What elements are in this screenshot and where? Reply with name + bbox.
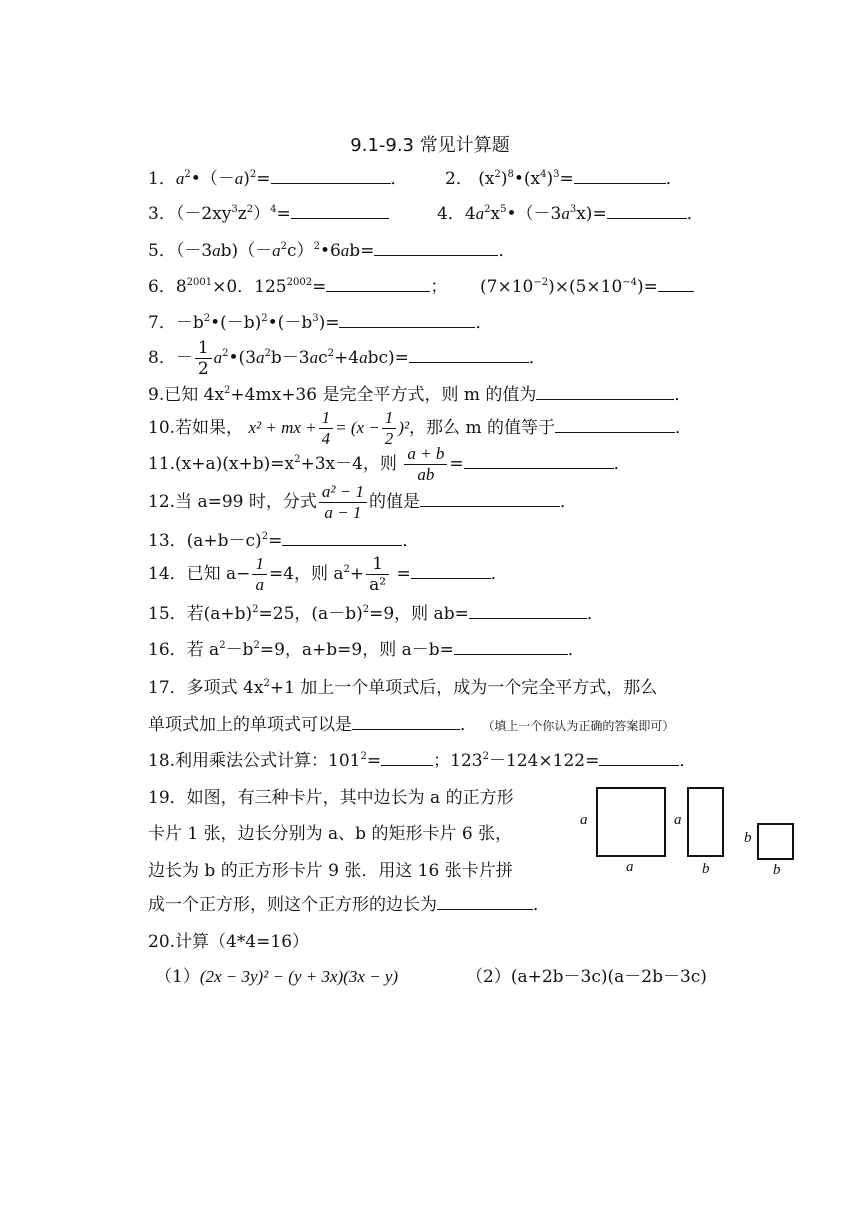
question-10: 10.若如果， x² + mx + $\frac{1}{4}$ = (x − $\frac{1}{2}$ )²，那么 m 的值等于 ． bbox=[148, 408, 692, 448]
question-2: 2． $(x^2)^8•(x^4)^3=$ ． bbox=[445, 169, 683, 189]
question-20-part2: （2）(a+2b－3c)(a－2b－3c) bbox=[466, 967, 707, 987]
question-4: 4．$4a^2x^5•(-3a^3x)=$ ． bbox=[437, 204, 704, 224]
square-card-b bbox=[757, 823, 794, 860]
question-8: 8．－ $\frac{1}{2}$ $a^2•(3a^2b-3ac^2+4abc)=$ ． bbox=[148, 338, 546, 379]
label-b: b bbox=[773, 862, 781, 878]
answer-blank[interactable] bbox=[437, 894, 533, 910]
question-19: 19．如图，有三种卡片，其中边长为 a 的正方形 bbox=[148, 788, 514, 808]
answer-blank[interactable] bbox=[574, 168, 666, 184]
square-card-a bbox=[596, 787, 666, 857]
question-20: 20.计算（4*4=16） bbox=[148, 932, 310, 952]
question-12: 12.当 a=99 时，分式 $\frac{\text{a² − 1}}{a - 1}$ 的值是 ． bbox=[148, 482, 577, 522]
answer-blank[interactable] bbox=[409, 347, 529, 363]
question-13: 13．$(a+b-c)^2=$ ． bbox=[148, 531, 420, 551]
answer-blank[interactable] bbox=[291, 203, 389, 219]
label-a: a bbox=[626, 859, 634, 875]
rect-card-ab bbox=[687, 787, 724, 857]
answer-blank[interactable] bbox=[607, 203, 687, 219]
page-title: 9.1-9.3 常见计算题 bbox=[350, 135, 510, 156]
label-b: b bbox=[744, 830, 752, 846]
question-18: 18.利用乘法公式计算：$101^2=$ ；$123^2-124\times 122=$ ． bbox=[148, 751, 697, 771]
question-7: 7．$-b^2•(-b)^2•(-b^3)=$ ． bbox=[148, 313, 493, 333]
question-5: 5．$(-3ab)(-a^2c)^2•6ab=$ ． bbox=[148, 241, 516, 261]
label-b: b bbox=[702, 861, 710, 877]
question-15: 15．若$(a+b)^2=25$，$(a-b)^2=9$，则 ab= ． bbox=[148, 604, 604, 624]
question-20-part1: （1）(2x − 3y)² − (y + 3x)(3x − y) bbox=[155, 967, 399, 987]
answer-blank[interactable] bbox=[599, 750, 679, 766]
question-11: $11.(x+a)(x+b)=x^2+3x-4$，则 $\frac{a + b}{ab}$ = ． bbox=[148, 444, 631, 484]
question-19-line4: 成一个正方形，则这个正方形的边长为 ． bbox=[148, 895, 550, 915]
answer-blank[interactable] bbox=[536, 384, 674, 400]
answer-blank[interactable] bbox=[555, 417, 675, 433]
answer-blank[interactable] bbox=[658, 276, 694, 292]
label-a: a bbox=[674, 812, 682, 828]
answer-blank[interactable] bbox=[454, 639, 568, 655]
answer-blank[interactable] bbox=[381, 750, 433, 766]
answer-blank[interactable] bbox=[282, 530, 402, 546]
question-9: 9.已知 $4x^2+4mx+36$ 是完全平方式，则 m 的值为 ． bbox=[148, 385, 692, 405]
question-3: 3．$(-2xy^3z^2)^4=$ bbox=[148, 203, 389, 225]
question-1: 1．$a^2•(-a)^2=$ ． bbox=[148, 169, 408, 189]
answer-blank[interactable] bbox=[352, 714, 460, 730]
answer-blank[interactable] bbox=[326, 276, 430, 292]
question-19-line2: 卡片 1 张，边长分别为 a、b 的矩形卡片 6 张， bbox=[148, 824, 513, 844]
answer-blank[interactable] bbox=[411, 563, 491, 579]
answer-blank[interactable] bbox=[339, 312, 475, 328]
label-a: a bbox=[580, 812, 588, 828]
question-17: 17．多项式 $4x^2+1$ 加上一个单项式后，成为一个完全平方式，那么 bbox=[148, 678, 658, 698]
question-17-line2: 单项式加上的单项式可以是 ． （填上一个你认为正确的答案即可） bbox=[148, 715, 675, 735]
answer-blank[interactable] bbox=[464, 453, 614, 469]
answer-blank[interactable] bbox=[469, 603, 587, 619]
answer-blank[interactable] bbox=[271, 168, 391, 184]
answer-blank[interactable] bbox=[374, 240, 498, 256]
question-6b: $(7\times 10^{-2})\times(5\times 10^{-4})=$ bbox=[480, 276, 694, 298]
answer-blank[interactable] bbox=[420, 491, 560, 507]
question-6: 6．$8^{2001}\times 0$．$125^{2002}=$ ； bbox=[148, 277, 448, 297]
question-16: 16．若 $a^2-b^2=9$，a+b=9，则 a－b= ． bbox=[148, 640, 585, 660]
question-19-line3: 边长为 b 的正方形卡片 9 张．用这 16 张卡片拼 bbox=[148, 861, 513, 881]
question-14: 14．已知 a− $\frac{1}{a}$ =4，则 $a^2+$ $\frac{1}{\text{a²}}$ = ． bbox=[148, 554, 508, 595]
